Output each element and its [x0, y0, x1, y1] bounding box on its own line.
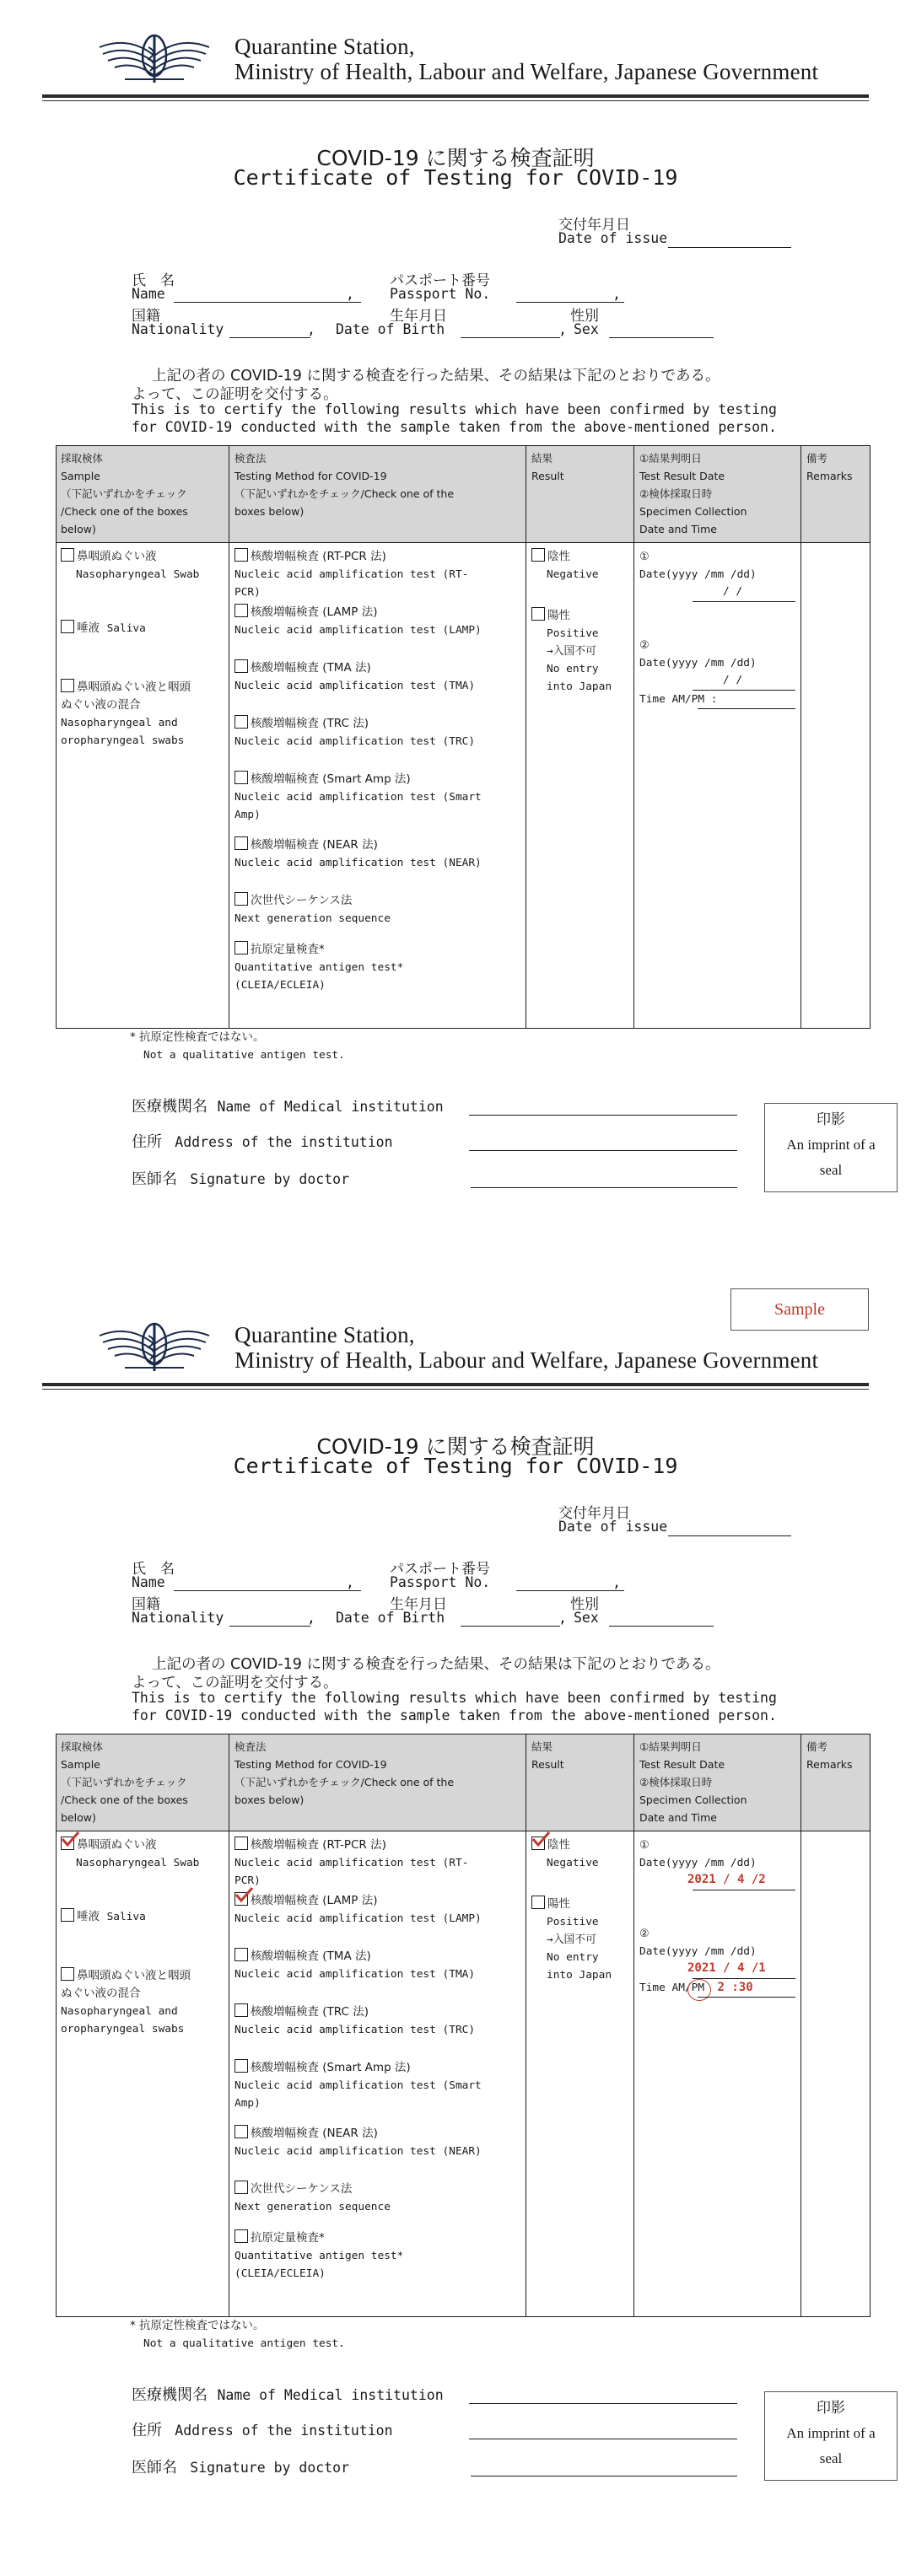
sex-label-en: Sex [574, 321, 599, 337]
collection-date-format: Date(yyyy /mm /dd) [639, 657, 757, 670]
column-divider [800, 446, 801, 1028]
collection-time-label: Time AM/PM : [639, 693, 718, 706]
sex-label-jp: 性別 [570, 308, 599, 325]
result-positive-en: Positive →入国不可 No entry into Japan [547, 627, 612, 693]
doctor-label [132, 1167, 349, 1189]
passport-label-jp: パスポート番号 [390, 1561, 490, 1578]
address-label [132, 1130, 393, 1152]
method-label-en: Next generation sequence [234, 912, 391, 925]
result-date-blank: / / [723, 585, 743, 598]
dob-field[interactable] [461, 1626, 560, 1627]
sample-option-saliva[interactable] [61, 620, 226, 637]
method-label-en: Nucleic acid amplification test (NEAR) [234, 857, 482, 869]
nationality-label-en: Nationality [132, 321, 224, 337]
method-label-en: Nucleic acid amplification test (TMA) [234, 680, 476, 692]
statement-jp-line2: よって、この証明を交付する。 [132, 386, 338, 403]
method-option[interactable] [234, 892, 523, 928]
dob-label-jp: 生年月日 [390, 1596, 447, 1613]
result-positive-jp: 陽性 [547, 609, 570, 622]
sample-stamp: Sample [730, 1288, 869, 1331]
result-negative-checkbox[interactable] [531, 548, 545, 562]
seal-box[interactable] [764, 2391, 898, 2481]
sample-label-jp: 唾液 [77, 621, 100, 635]
method-checkbox[interactable] [234, 2181, 248, 2194]
method-label-jp: 核酸増幅検査 (NEAR 法) [251, 2127, 378, 2140]
name-label-en: Name [132, 286, 165, 302]
institution-label [132, 2383, 444, 2405]
institution-label-en: Name of Medical institution [217, 2387, 444, 2403]
statement-jp-line1: 上記の者の COVID-19 に関する検査を行った結果、その結果は下記のとおりである。 [152, 368, 720, 385]
statement-jp-line2: よって、この証明を交付する。 [132, 1675, 338, 1691]
issue-date-label-en: Date of issue [558, 1519, 668, 1535]
collection-time-field[interactable] [698, 708, 795, 709]
date-mark-2: ② [639, 1928, 650, 1940]
dob-label-en: Date of Birth [336, 1610, 445, 1626]
result-negative-en: Negative [547, 568, 599, 581]
comma: , [558, 321, 567, 337]
method-checkbox[interactable] [234, 2059, 248, 2073]
issue-date-field[interactable] [668, 247, 791, 248]
issue-date-label-en: Date of issue [558, 230, 668, 246]
footnote-en: Not a qualitative antigen test. [143, 2337, 345, 2350]
method-option[interactable] [234, 604, 523, 639]
result-date-format: Date(yyyy /mm /dd) [639, 1857, 757, 1869]
seal-label-en-line2: seal [819, 1162, 843, 1178]
comma: , [612, 1574, 621, 1590]
method-checkbox[interactable] [234, 2229, 248, 2243]
header-date: ①結果判明日 Test Result Date ②検体採取日時 Specimen Collection Date and Time [639, 1740, 747, 1824]
test-results-table [56, 1734, 871, 2317]
method-label-jp: 核酸増幅検査 (TRC 法) [251, 717, 369, 730]
method-label-en: Quantitative antigen test* (CLEIA/ECLEIA) [234, 961, 404, 992]
result-negative-checkbox[interactable] [531, 1837, 545, 1850]
method-checkbox[interactable] [234, 1892, 248, 1906]
checkmark-icon [531, 1831, 551, 1847]
method-label-jp: 核酸増幅検査 (Smart Amp 法) [251, 772, 411, 786]
method-checkbox[interactable] [234, 548, 248, 562]
sample-label-en: Nasopharyngeal and oropharyngeal swabs [61, 717, 185, 747]
method-label-en: Nucleic acid amplification test (LAMP) [234, 1912, 482, 1925]
title-english: Certificate of Testing for COVID-19 [233, 1454, 678, 1478]
institution-field[interactable] [469, 2403, 737, 2404]
method-checkbox[interactable] [234, 1837, 248, 1850]
method-label-jp: 核酸増幅検査 (Smart Amp 法) [251, 2061, 411, 2074]
nationality-label-en: Nationality [132, 1610, 224, 1626]
method-checkbox[interactable] [234, 1948, 248, 1961]
sex-field[interactable] [609, 337, 714, 338]
seal-label-jp: 印影 [817, 1111, 845, 1128]
method-checkbox[interactable] [234, 2003, 248, 2017]
sample-label-en: Nasopharyngeal Swab [76, 568, 200, 581]
result-positive-option[interactable] [531, 1896, 633, 1984]
collection-time-value: 2 :30 [717, 1981, 753, 1994]
header-title-line1: Quarantine Station, [234, 1322, 415, 1347]
method-label-en: Nucleic acid amplification test (TRC) [234, 735, 476, 748]
statement-jp-line1: 上記の者の COVID-19 に関する検査を行った結果、その結果は下記のとおりである。 [152, 1656, 720, 1673]
method-option[interactable] [234, 2229, 523, 2283]
collection-time-field[interactable] [698, 1997, 795, 1998]
date-mark-1: ① [639, 551, 650, 563]
column-divider [633, 446, 634, 1028]
method-checkbox[interactable] [234, 715, 248, 729]
comma: , [346, 1574, 354, 1590]
method-label-en: Nucleic acid amplification test (NEAR) [234, 2145, 482, 2158]
address-label-en: Address of the institution [175, 2423, 393, 2439]
footnote-en: Not a qualitative antigen test. [143, 1049, 345, 1062]
seal-box[interactable] [764, 1103, 898, 1192]
test-results-table [56, 445, 871, 1029]
sample-label-en: Nasopharyngeal and oropharyngeal swabs [61, 2005, 185, 2036]
header-title-line2: Ministry of Health, Labour and Welfare, Japanese Government [234, 1347, 819, 1373]
method-label-jp: 抗原定量検査* [251, 943, 325, 956]
sex-label-jp: 性別 [570, 1596, 599, 1613]
collection-date-blank: / / [723, 674, 743, 686]
seal-label-en-line1: An imprint of a [786, 2425, 876, 2441]
sample-checkbox-2[interactable] [61, 679, 74, 692]
method-checkbox[interactable] [234, 604, 248, 617]
method-option[interactable] [234, 1837, 523, 1890]
address-label-jp: 住所 [132, 2422, 162, 2439]
sample-label-jp: 鼻咽頭ぬぐい液と咽頭 ぬぐい液の混合 [61, 1969, 191, 2000]
method-label-jp: 核酸増幅検査 (LAMP 法) [251, 605, 378, 619]
statement-en-line2: for COVID-19 conducted with the sample taken from the above-mentioned person. [132, 1707, 777, 1724]
dob-field[interactable] [461, 337, 560, 338]
method-label-en: Nucleic acid amplification test (TRC) [234, 2024, 476, 2036]
result-negative-jp: 陰性 [547, 1838, 570, 1852]
sex-field[interactable] [609, 1626, 714, 1627]
method-label-en: Nucleic acid amplification test (RT- PCR) [234, 568, 469, 599]
header-method: 検査法 Testing Method for COVID-19 （下記いずれかをチェック/Check one of the boxes below) [234, 452, 455, 518]
result-positive-jp: 陽性 [547, 1897, 570, 1911]
sample-checkbox-0[interactable] [61, 548, 74, 562]
sample-checkbox-1[interactable] [61, 1908, 74, 1922]
seal-label-en-line1: An imprint of a [786, 1137, 876, 1153]
result-negative-jp: 陰性 [547, 550, 570, 563]
sample-label-jp: 唾液 [77, 1910, 100, 1923]
footnote-jp: * 抗原定性検査ではない。 [130, 1030, 265, 1044]
sample-label-en: Saliva [106, 622, 146, 635]
method-option[interactable] [234, 941, 523, 994]
header-sample: 採取検体 Sample （下記いずれかをチェック /Check one of the boxes below) [61, 452, 188, 535]
sample-checkbox-2[interactable] [61, 1967, 74, 1981]
dob-label-jp: 生年月日 [390, 308, 447, 325]
sample-label-jp: 鼻咽頭ぬぐい液と咽頭 ぬぐい液の混合 [61, 680, 191, 712]
method-checkbox[interactable] [234, 771, 248, 784]
header-rule [42, 1383, 869, 1386]
method-label-jp: 核酸増幅検査 (TRC 法) [251, 2005, 369, 2019]
institution-label-en: Name of Medical institution [217, 1099, 444, 1115]
sex-label-en: Sex [574, 1610, 599, 1626]
nationality-field[interactable] [229, 337, 310, 338]
method-label-jp: 次世代シーケンス法 [251, 894, 353, 907]
doctor-signature-field[interactable] [471, 2476, 737, 2477]
address-label-jp: 住所 [132, 1133, 162, 1151]
method-checkbox[interactable] [234, 836, 248, 850]
result-date-format: Date(yyyy /mm /dd) [639, 568, 757, 581]
result-negative-option[interactable] [531, 1837, 633, 1872]
passport-label-en: Passport No. [390, 286, 491, 302]
issue-date-label-jp: 交付年月日 [558, 1505, 630, 1522]
method-option[interactable] [234, 2003, 523, 2039]
issue-date-label-jp: 交付年月日 [558, 217, 630, 234]
title-english: Certificate of Testing for COVID-19 [233, 165, 678, 190]
header-remarks: 備考 Remarks [806, 452, 853, 482]
collection-date-value: 2021 / 4 /1 [687, 1961, 766, 1975]
passport-label-en: Passport No. [390, 1574, 491, 1590]
header-method: 検査法 Testing Method for COVID-19 （下記いずれかをチェック/Check one of the boxes below) [234, 1740, 455, 1806]
doctor-label-jp: 医師名 [132, 1170, 177, 1188]
comma: , [307, 321, 315, 337]
institution-label [132, 1094, 444, 1116]
header-rule-thin [42, 1389, 869, 1390]
comma: , [612, 286, 621, 302]
method-option[interactable] [234, 548, 523, 601]
passport-label-jp: パスポート番号 [390, 272, 490, 289]
name-label-jp: 氏 名 [132, 272, 175, 289]
method-option[interactable] [234, 1892, 523, 1928]
header-result: 結果 Result [531, 452, 564, 482]
result-negative-option[interactable] [531, 548, 633, 583]
collection-time-label [639, 1979, 753, 1997]
name-label-jp: 氏 名 [132, 1561, 175, 1578]
sample-checkbox-1[interactable] [61, 620, 74, 633]
certificate-blank [0, 0, 911, 1282]
result-positive-checkbox[interactable] [531, 607, 545, 621]
time-prefix: Time AM/ [639, 1982, 692, 1994]
passport-field[interactable] [516, 1590, 624, 1591]
sample-option-mixed[interactable] [61, 679, 226, 750]
collection-date-format: Date(yyyy /mm /dd) [639, 1945, 757, 1958]
sample-label-jp: 鼻咽頭ぬぐい液 [77, 1838, 157, 1852]
checkmark-icon [60, 1831, 80, 1847]
comma: , [346, 286, 354, 302]
method-label-jp: 核酸増幅検査 (RT-PCR 法) [251, 550, 386, 563]
statement-en-line1: This is to certify the following results which have been confirmed by testing [132, 401, 777, 417]
result-positive-en: Positive →入国不可 No entry into Japan [547, 1916, 612, 1982]
method-option[interactable] [234, 836, 523, 872]
title-japanese: COVID-19 に関する検査証明 [316, 146, 595, 170]
name-label-en: Name [132, 1574, 165, 1590]
method-option[interactable] [234, 2059, 523, 2112]
name-field[interactable] [174, 1590, 361, 1591]
doctor-signature-field[interactable] [471, 1187, 737, 1188]
address-field[interactable] [469, 1150, 737, 1151]
nationality-label-jp: 国籍 [132, 308, 160, 325]
method-checkbox[interactable] [234, 2125, 248, 2138]
header-result: 結果 Result [531, 1740, 564, 1771]
method-option[interactable] [234, 2125, 523, 2160]
method-checkbox[interactable] [234, 659, 248, 673]
method-label-en: Nucleic acid amplification test (Smart Amp) [234, 791, 482, 821]
pm-selected [692, 1982, 704, 1994]
dob-label-en: Date of Birth [336, 321, 445, 337]
method-checkbox[interactable] [234, 941, 248, 955]
method-label-jp: 抗原定量検査* [251, 2231, 325, 2245]
method-label-en: Nucleic acid amplification test (TMA) [234, 1968, 476, 1981]
method-option[interactable] [234, 659, 523, 695]
result-date-value: 2021 / 4 /2 [687, 1873, 766, 1886]
sample-option-saliva[interactable] [61, 1908, 226, 1926]
result-negative-en: Negative [547, 1857, 599, 1869]
statement-en-line2: for COVID-19 conducted with the sample taken from the above-mentioned person. [132, 419, 777, 435]
header-sample: 採取検体 Sample （下記いずれかをチェック /Check one of the boxes below) [61, 1740, 188, 1824]
address-label-en: Address of the institution [175, 1134, 393, 1150]
sample-label-en: Saliva [106, 1911, 146, 1923]
date-mark-1: ① [639, 1839, 650, 1852]
statement-en-line1: This is to certify the following results which have been confirmed by testing [132, 1690, 777, 1706]
certificate-sample-filled [0, 1288, 911, 2570]
doctor-label-en: Signature by doctor [190, 1171, 350, 1187]
sample-label-jp: 鼻咽頭ぬぐい液 [77, 550, 157, 563]
header-date: ①結果判明日 Test Result Date ②検体採取日時 Specimen Collection Date and Time [639, 452, 747, 535]
header-rule [42, 94, 869, 98]
method-label-en: Quantitative antigen test* (CLEIA/ECLEIA) [234, 2250, 404, 2280]
method-label-jp: 核酸増幅検査 (LAMP 法) [251, 1894, 378, 1907]
pm-circle-icon [687, 1979, 711, 2001]
method-label-en: Nucleic acid amplification test (LAMP) [234, 624, 482, 637]
header-remarks: 備考 Remarks [806, 1740, 853, 1771]
method-label-jp: 核酸増幅検査 (TMA 法) [251, 1949, 371, 1963]
institution-label-jp: 医療機関名 [132, 1098, 208, 1116]
method-label-en: Next generation sequence [234, 2201, 391, 2213]
checkmark-icon [234, 1886, 254, 1903]
method-option[interactable] [234, 771, 523, 824]
result-positive-checkbox[interactable] [531, 1896, 545, 1909]
comma: , [558, 1610, 567, 1626]
doctor-label [132, 2455, 349, 2477]
doctor-label-jp: 医師名 [132, 2459, 177, 2477]
nationality-label-jp: 国籍 [132, 1596, 160, 1613]
name-field[interactable] [174, 302, 361, 303]
institution-label-jp: 医療機関名 [132, 2386, 208, 2404]
method-label-jp: 核酸増幅検査 (RT-PCR 法) [251, 1838, 386, 1852]
header-title-line2: Ministry of Health, Labour and Welfare, Japanese Government [234, 59, 819, 84]
result-date-field[interactable] [693, 601, 795, 602]
result-positive-option[interactable] [531, 607, 633, 696]
time-pm: PM [691, 1982, 705, 1994]
issue-date-field[interactable] [668, 1535, 791, 1536]
sample-label-en: Nasopharyngeal Swab [76, 1857, 200, 1869]
method-label-jp: 次世代シーケンス法 [251, 2182, 353, 2196]
method-option[interactable] [234, 2181, 523, 2216]
method-checkbox[interactable] [234, 892, 248, 906]
quarantine-emblem-icon [91, 1319, 218, 1379]
column-divider [633, 1734, 634, 2316]
sample-option-mixed[interactable] [61, 1967, 226, 2038]
header-rule-thin [42, 100, 869, 101]
method-label-en: Nucleic acid amplification test (RT- PCR) [234, 1857, 469, 1887]
footnote-jp: * 抗原定性検査ではない。 [130, 2319, 265, 2332]
method-option[interactable] [234, 1948, 523, 1983]
address-label [132, 2418, 393, 2440]
comma: , [307, 1610, 315, 1626]
title-japanese: COVID-19 に関する検査証明 [316, 1434, 595, 1459]
nationality-field[interactable] [229, 1626, 310, 1627]
method-label-jp: 核酸増幅検査 (NEAR 法) [251, 838, 378, 852]
sample-option-nasopharyngeal[interactable] [61, 1837, 226, 1872]
institution-field[interactable] [469, 1115, 737, 1116]
method-option[interactable] [234, 715, 523, 750]
header-title-line1: Quarantine Station, [234, 34, 415, 59]
sample-option-nasopharyngeal[interactable] [61, 548, 226, 583]
doctor-label-en: Signature by doctor [190, 2460, 350, 2476]
quarantine-emblem-icon [91, 30, 218, 91]
passport-field[interactable] [516, 302, 624, 303]
sample-checkbox-0[interactable] [61, 1837, 74, 1850]
method-label-en: Nucleic acid amplification test (Smart Amp) [234, 2079, 482, 2110]
method-label-jp: 核酸増幅検査 (TMA 法) [251, 661, 371, 675]
seal-label-en-line2: seal [819, 2450, 843, 2466]
date-mark-2: ② [639, 639, 650, 652]
seal-label-jp: 印影 [817, 2400, 845, 2417]
column-divider [800, 1734, 801, 2316]
